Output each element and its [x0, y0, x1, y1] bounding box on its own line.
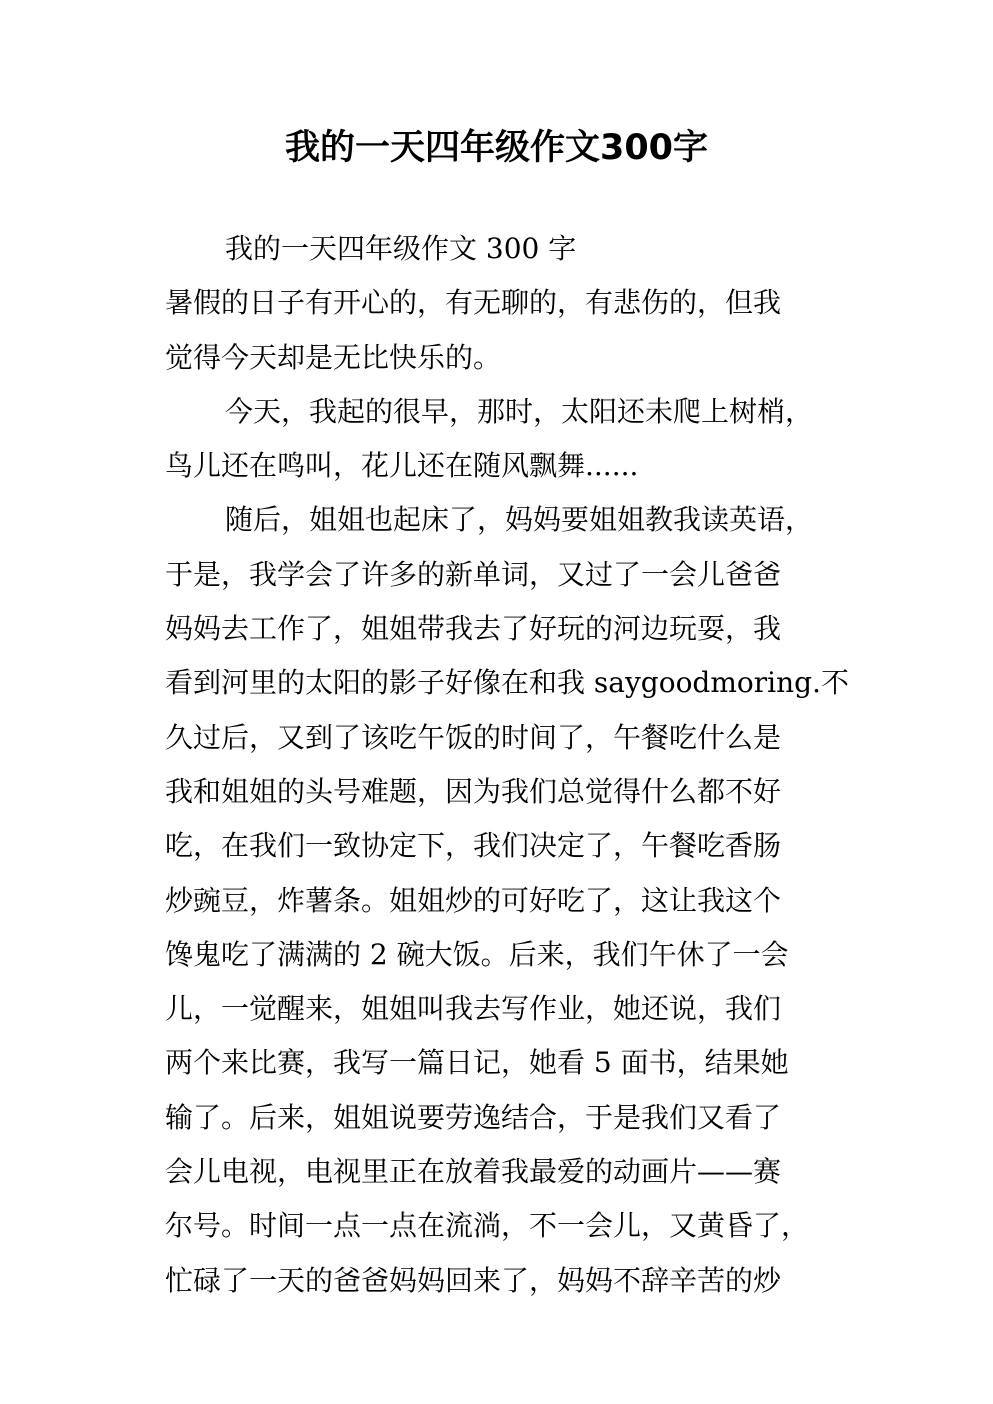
- text-line: 吃，在我们一致协定下，我们决定了，午餐吃香肠: [165, 829, 782, 863]
- text-line: 我和姐姐的头号难题，因为我们总觉得什么都不好: [165, 774, 782, 808]
- essay-body: [165, 222, 885, 1308]
- text-line: 觉得今天却是无比快乐的。: [165, 340, 502, 374]
- text-line: 看到河里的太阳的影子好像在和我 saygoodmoring.不: [165, 666, 849, 700]
- text-line: 会儿电视，电视里正在放着我最爱的动画片——赛: [165, 1155, 782, 1189]
- text-line: 妈妈去工作了，姐姐带我去了好玩的河边玩耍，我: [165, 612, 782, 646]
- text-line: 馋鬼吃了满满的 2 碗大饭。后来，我们午休了一会: [165, 937, 789, 971]
- text-line: 今天，我起的很早，那时，太阳还未爬上树梢，: [225, 394, 814, 428]
- page-title: 我的一天四年级作文300字: [284, 128, 709, 168]
- text-line: 忙碌了一天的爸爸妈妈回来了，妈妈不辞辛苦的炒: [165, 1263, 782, 1297]
- text-line: 鸟儿还在鸣叫，花儿还在随风飘舞......: [165, 449, 639, 483]
- text-line: 随后，姐姐也起床了，妈妈要姐姐教我读英语，: [225, 503, 814, 537]
- text-line: 儿，一觉醒来，姐姐叫我去写作业，她还说，我们: [165, 992, 782, 1026]
- text-line: 尔号。时间一点一点在流淌，不一会儿，又黄昏了，: [165, 1209, 810, 1243]
- text-line: 暑假的日子有开心的，有无聊的，有悲伤的，但我: [165, 286, 782, 320]
- text-line: 于是，我学会了许多的新单词，又过了一会儿爸爸: [165, 557, 782, 591]
- text-line: 输了。后来，姐姐说要劳逸结合，于是我们又看了: [165, 1100, 782, 1134]
- text-line: 炒豌豆，炸薯条。姐姐炒的可好吃了，这让我这个: [165, 883, 782, 917]
- text-line: 我的一天四年级作文 300 字: [225, 232, 577, 265]
- text-line: 久过后，又到了该吃午饭的时间了，午餐吃什么是: [165, 720, 782, 754]
- text-line: 两个来比赛，我写一篇日记，她看 5 面书，结果她: [165, 1046, 789, 1080]
